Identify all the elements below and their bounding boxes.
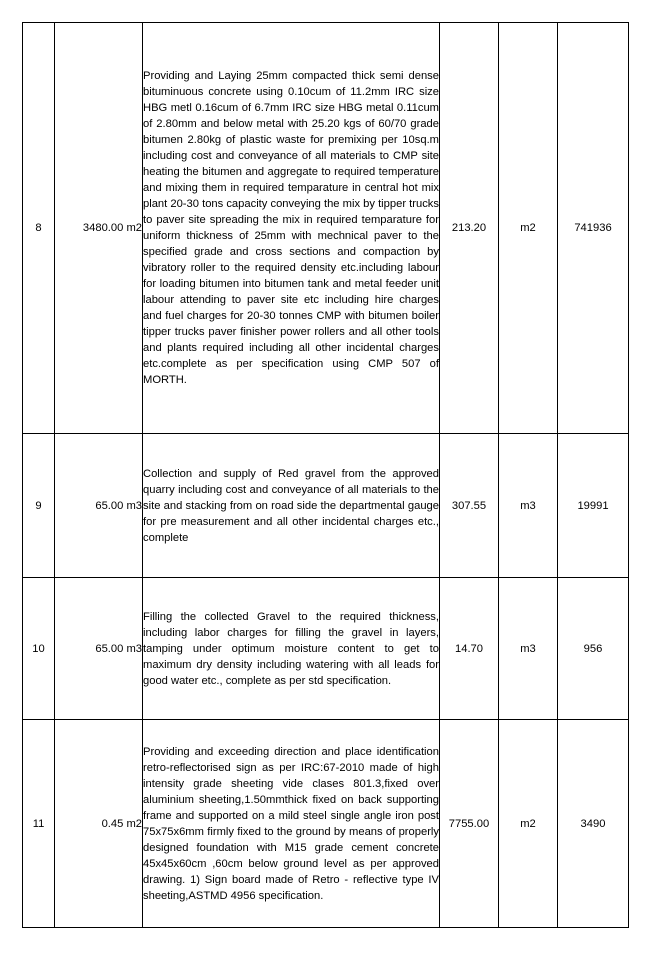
item-number: 8 [23,23,55,434]
description-text: Collection and supply of Red gravel from the approved quarry including cost and conveyance of all materials to the site and stacking from on road side the departmental gauge for pre measurement and all other incidental charges etc., complete [143,467,439,544]
item-description [143,23,440,434]
unit: m2 [499,720,558,928]
unit: m2 [499,23,558,434]
table-row [23,23,629,434]
rate: 14.70 [440,578,499,720]
amount: 956 [558,578,629,720]
table-row [23,578,629,720]
rate: 7755.00 [440,720,499,928]
item-number: 10 [23,578,55,720]
unit: m3 [499,578,558,720]
rate: 213.20 [440,23,499,434]
item-number: 9 [23,434,55,578]
boq-table [22,22,629,928]
amount: 3490 [558,720,629,928]
quantity: 65.00 m3 [55,578,143,720]
quantity: 65.00 m3 [55,434,143,578]
amount: 19991 [558,434,629,578]
item-number: 11 [23,720,55,928]
item-description [143,578,440,720]
quantity: 0.45 m2 [55,720,143,928]
table-row [23,434,629,578]
description-text: Providing and Laying 25mm compacted thick semi dense bituminuous concrete using 0.10cum of 11.2mm IRC size HBG metl 0.16cum of 6.7mm IRC size HBG metal 0.11cum of 2.80mm and below metal with 25.20 kgs of 60/70 grade bitumen 2.80kg of plastic waste for premixing per 10sq.m including cost and conveyance of all materials to CMP site heating the bitumen and aggregate to required temperature and mixing them in required temparature in central hot mix plant 20-30 tons capacity conveying the mix by tipper trucks to paver site spreading the mix in required temparature for uniform thickness of 25mm with mechnical paver to the specified grade and cross sections and compaction by vibratory roller to the required density etc.including labour for loading bitumen into bitumen tank and metal feeder unit labour attending to paver site etc including hire charges and fuel charges for 20-30 tonnes CMP with bitumen boiler tipper trucks paver finisher power rollers and all other tools and plants required including all other incidental charges etc.complete as per specification using CMP 507 of MORTH. [143,70,439,386]
table-row [23,720,629,928]
description-text: Filling the collected Gravel to the required thickness, including labor charges for filling the gravel in layers, tamping under optimum moisture content to get to maximum dry density including watering with all leads for good water etc., complete as per std specification. [143,610,439,687]
item-description [143,434,440,578]
rate: 307.55 [440,434,499,578]
quantity: 3480.00 m2 [55,23,143,434]
item-description [143,720,440,928]
amount: 741936 [558,23,629,434]
description-text: Providing and exceeding direction and place identification retro-reflectorised sign as per IRC:67-2010 made of high intensity grade sheeting vide clases 801.3,fixed over aluminium sheeting,1.50mmthick fixed on back supporting frame and supported on a mild steel single angle iron post 75x75x6mm firmly fixed to the ground by means of properly designed foundation with M15 grade cement concrete 45x45x60cm ,60cm below ground level as per approved drawing. 1) Sign board made of Retro - reflective type IV sheeting,ASTMD 4956 specification. [143,745,439,902]
unit: m3 [499,434,558,578]
